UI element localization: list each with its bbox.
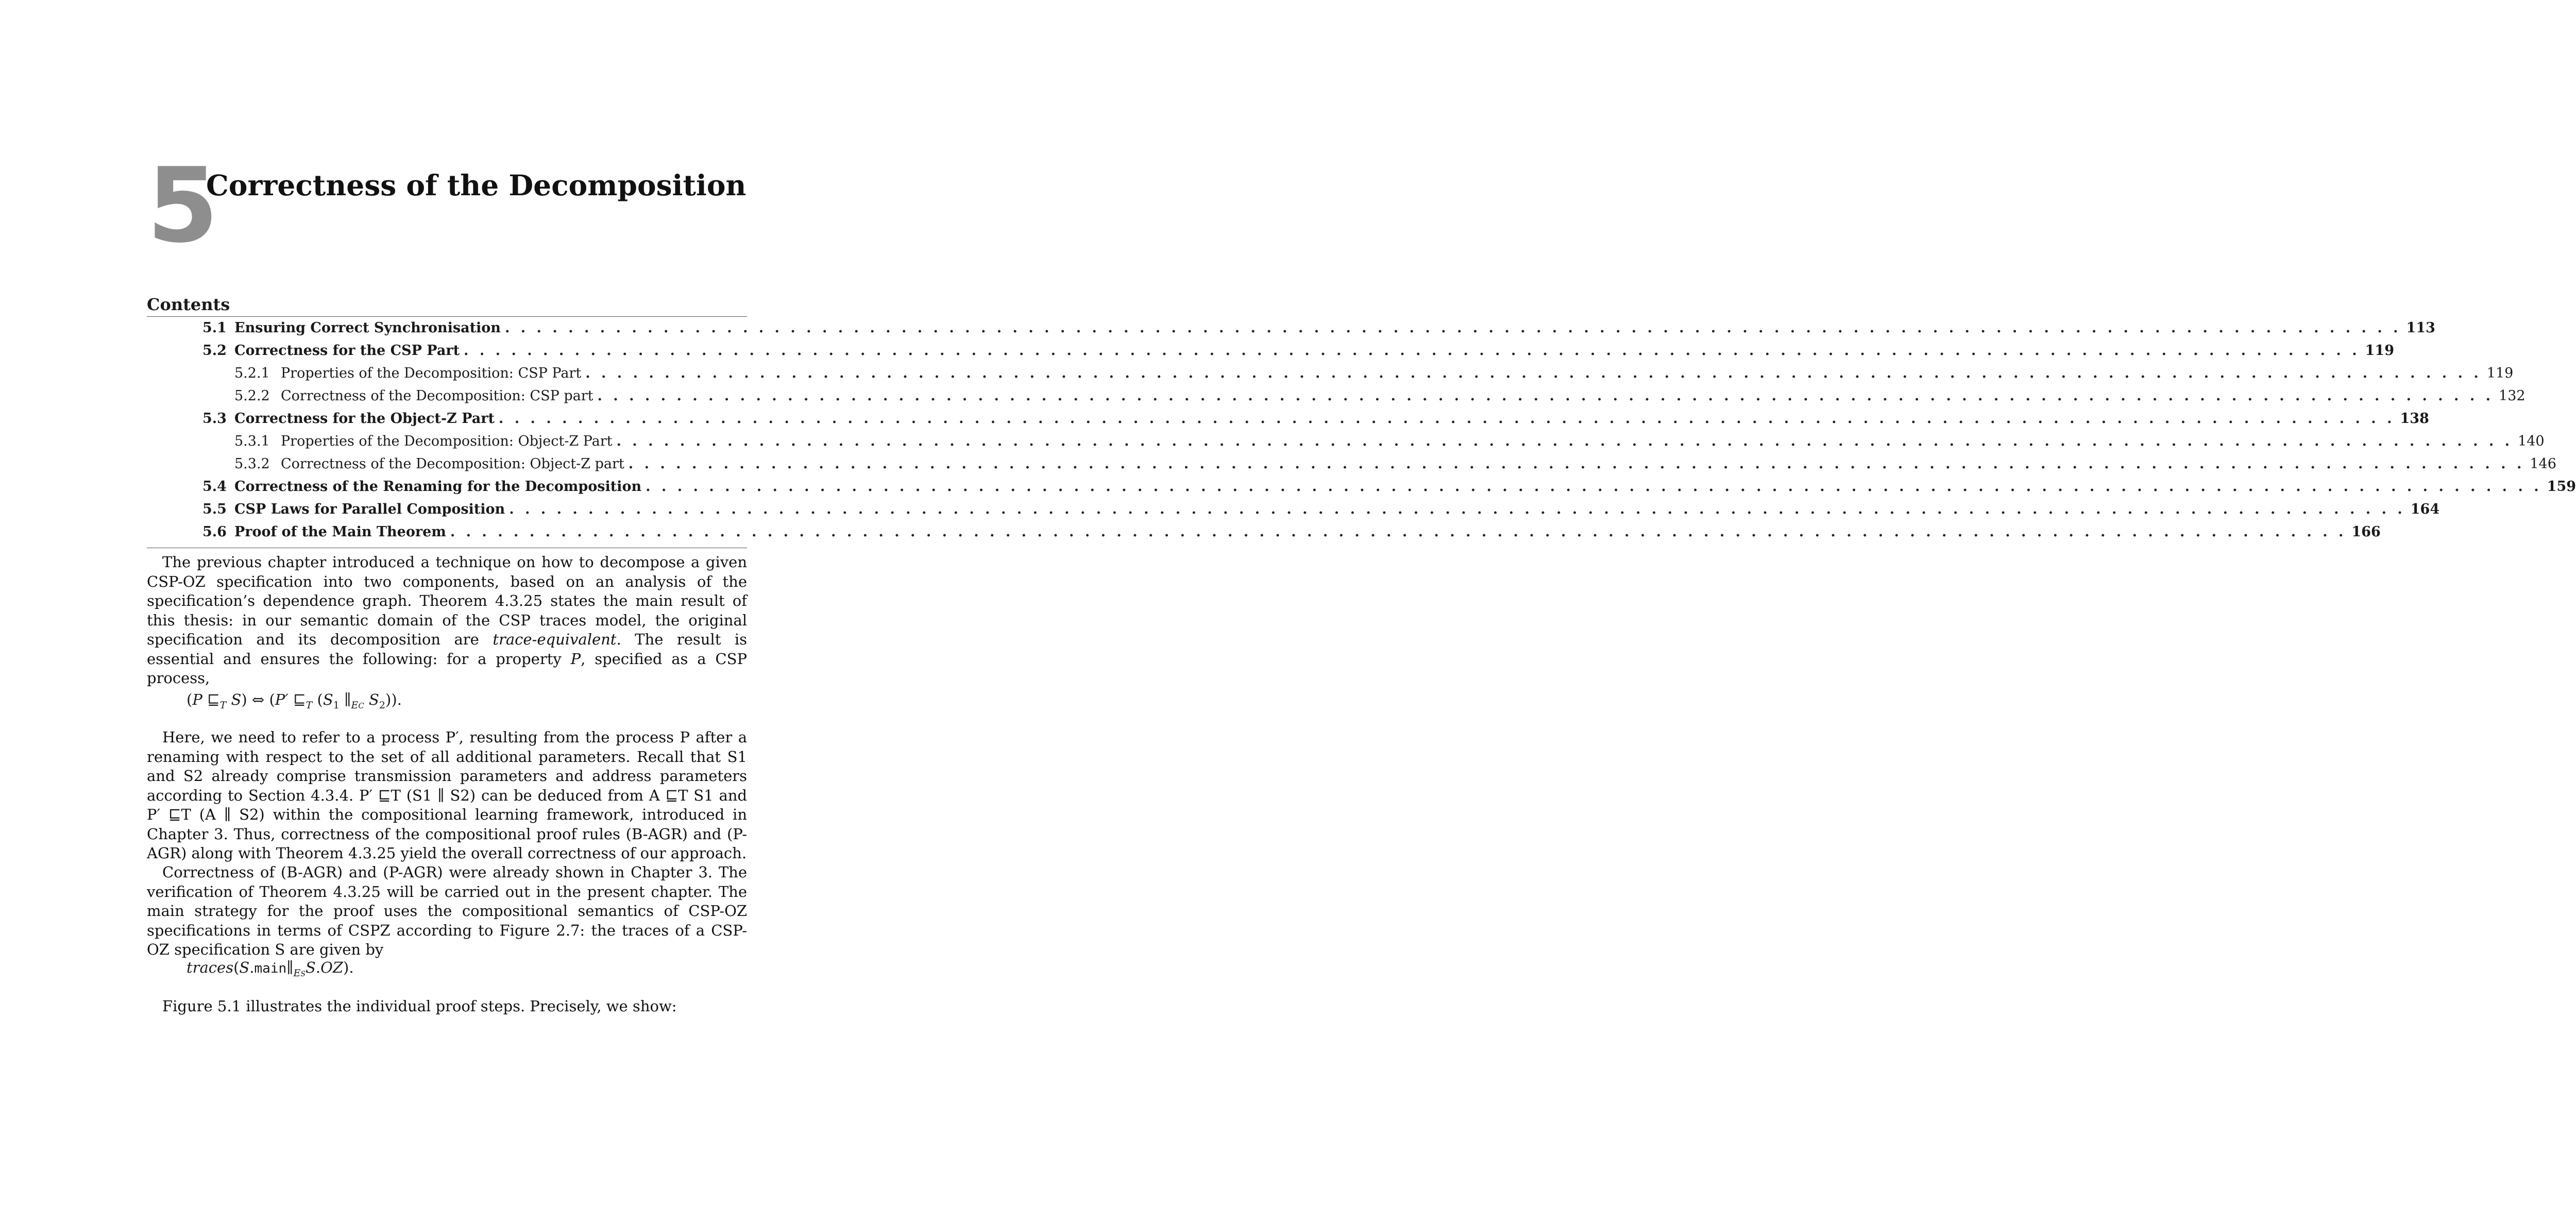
toc-entry-title: CSP Laws for Parallel Composition [234, 501, 505, 517]
paragraph-figure-reference [147, 997, 747, 1016]
paragraph-strategy [147, 863, 747, 960]
toc-entry-number: 5.2.2 [234, 388, 270, 404]
toc-entry-page: 113 [2406, 320, 2435, 336]
toc-entry-leader-dots: . . . . . . . . . . . . . . . . . . . . . . . . . . . . . . . . . . . . . . . . . . . . . . . . . . . . . . . . . . . . . . . . . . . . . . . . . . . . . . . . . . . . . . . . . . . . . . . . . . . . . . . . . . . . . . . . . . . . . . . . [597, 388, 2494, 404]
contents-heading: Contents [147, 295, 230, 314]
paragraph-renaming-text: Here, we need to refer to a process P′, resulting from the process P after a renaming with respect to the set of all additional parameters. Recall that S1 and S2 already comprise transmission parameters and address parameters according to Section 4.3.4. P′ ⊑T (S1 ∥ S2) can be deduced from A ⊑T S1 and P′ ⊑T (A ∥ S2) within the compositional learning framework, introduced in Chapter 3. Thus, correctness of the compositional proof rules (B-AGR) and (P-AGR) along with Theorem 4.3.25 yield the overall correctness of our approach. [147, 728, 747, 862]
toc-entry-page: 166 [2351, 524, 2381, 540]
toc-entry-title: Proof of the Main Theorem [234, 524, 446, 540]
toc-entry-leader-dots: . . . . . . . . . . . . . . . . . . . . . . . . . . . . . . . . . . . . . . . . . . . . . . . . . . . . . . . . . . . . . . . . . . . . . . . . . . . . . . . . . . . . . . . . . . . . . . . . . . . . . . . . . . . . . . . . . . . . . . . . [450, 524, 2347, 540]
toc-entry[interactable] [234, 433, 2545, 453]
toc-entry-number: 5.2 [202, 343, 227, 359]
chapter-title: Correctness of the Decomposition [206, 168, 747, 202]
paragraph-intro-emphasis: trace-equivalent [493, 631, 617, 648]
toc-entry[interactable] [202, 343, 2394, 362]
paragraph-intro-text-a: The previous chapter introduced a technique on how to decompose a given CSP-OZ specification into two components, based on an analysis of the specification’s dependence graph. Theorem 4.3.25 states the main result of this thesis: in our semantic domain of the CSP traces model, the original specification and its decomposition are [147, 553, 747, 648]
paragraph-intro-property-symbol: P [570, 650, 581, 668]
toc-entry-number: 5.2.1 [234, 365, 270, 381]
toc-entry-leader-dots: . . . . . . . . . . . . . . . . . . . . . . . . . . . . . . . . . . . . . . . . . . . . . . . . . . . . . . . . . . . . . . . . . . . . . . . . . . . . . . . . . . . . . . . . . . . . . . . . . . . . . . . . . . . . . . . . . . . . . . . . [504, 320, 2401, 336]
toc-entry-title: Properties of the Decomposition: Object-Z Part [281, 433, 613, 449]
toc-entry-title: Properties of the Decomposition: CSP Part [281, 365, 582, 381]
toc-entry-leader-dots: . . . . . . . . . . . . . . . . . . . . . . . . . . . . . . . . . . . . . . . . . . . . . . . . . . . . . . . . . . . . . . . . . . . . . . . . . . . . . . . . . . . . . . . . . . . . . . . . . . . . . . . . . . . . . . . . . . . . . . . . [509, 501, 2405, 517]
paragraph-intro [147, 553, 747, 688]
toc-entry-number: 5.4 [202, 479, 227, 495]
toc-entry-title: Correctness of the Decomposition: CSP part [281, 388, 594, 404]
toc-entry-title: Correctness of the Decomposition: Object-Z part [281, 456, 624, 472]
toc-entry-number: 5.5 [202, 501, 227, 517]
toc-entry-title: Correctness for the CSP Part [234, 343, 460, 359]
paragraph-intro-text-c: , specified as a CSP process, [147, 650, 747, 687]
contents-top-rule [147, 316, 747, 317]
toc-entry-number: 5.3 [202, 411, 227, 427]
chapter-number: 5 [147, 146, 219, 266]
toc-entry[interactable] [202, 524, 2381, 544]
traces-formula: $traces(S.main\parallel_{ES}S.OZ)$. [187, 959, 354, 979]
toc-entry-number: 5.3.2 [234, 456, 270, 472]
toc-entry[interactable] [202, 479, 2576, 498]
toc-entry-leader-dots: . . . . . . . . . . . . . . . . . . . . . . . . . . . . . . . . . . . . . . . . . . . . . . . . . . . . . . . . . . . . . . . . . . . . . . . . . . . . . . . . . . . . . . . . . . . . . . . . . . . . . . . . . . . . . . . . . . . . . . . . [616, 433, 2513, 449]
paragraph-intro-text-b: . The result is essential and ensures the following: for a property [147, 631, 747, 668]
toc-entry-page: 159 [2547, 479, 2576, 495]
paragraph-figure-reference-text: Figure 5.1 illustrates the individual proof steps. Precisely, we show: [162, 997, 677, 1015]
toc-entry-page: 119 [2486, 365, 2514, 381]
toc-entry-number: 5.1 [202, 320, 227, 336]
toc-entry[interactable] [202, 501, 2440, 521]
toc-entry[interactable] [234, 365, 2514, 385]
toc-entry-page: 164 [2410, 501, 2440, 517]
toc-entry-number: 5.3.1 [234, 433, 270, 449]
toc-entry[interactable] [234, 456, 2556, 476]
toc-entry-title: Correctness of the Renaming for the Decomposition [234, 479, 642, 495]
toc-entry-leader-dots: . . . . . . . . . . . . . . . . . . . . . . . . . . . . . . . . . . . . . . . . . . . . . . . . . . . . . . . . . . . . . . . . . . . . . . . . . . . . . . . . . . . . . . . . . . . . . . . . . . . . . . . . . . . . . . . . . . . . . . . . [628, 456, 2525, 472]
toc-entry-leader-dots: . . . . . . . . . . . . . . . . . . . . . . . . . . . . . . . . . . . . . . . . . . . . . . . . . . . . . . . . . . . . . . . . . . . . . . . . . . . . . . . . . . . . . . . . . . . . . . . . . . . . . . . . . . . . . . . . . . . . . . . . [498, 411, 2395, 427]
toc-entry-leader-dots: . . . . . . . . . . . . . . . . . . . . . . . . . . . . . . . . . . . . . . . . . . . . . . . . . . . . . . . . . . . . . . . . . . . . . . . . . . . . . . . . . . . . . . . . . . . . . . . . . . . . . . . . . . . . . . . . . . . . . . . . [646, 479, 2542, 495]
toc-entry[interactable] [202, 320, 2435, 340]
toc-entry-page: 146 [2530, 456, 2556, 472]
toc-entry-number: 5.6 [202, 524, 227, 540]
toc-entry-page: 132 [2499, 388, 2526, 404]
paragraph-strategy-text: Correctness of (B-AGR) and (P-AGR) were already shown in Chapter 3. The verification of Theorem 4.3.25 will be carried out in the present chapter. The main strategy for the proof uses the compositional semantics of CSP-OZ specifications in terms of CSPZ according to Figure 2.7: the traces of a CSP-OZ specification S are given by [147, 863, 747, 958]
toc-entry[interactable] [202, 411, 2429, 430]
toc-entry-title: Correctness for the Object-Z Part [234, 411, 495, 427]
refinement-formula: (P $⊑_T$ S) ⇔ (P′ $⊑_T$ ($S_1$ $\parallel_{EC}$ $S_2$)). [187, 691, 402, 711]
toc-entry-page: 140 [2518, 433, 2545, 449]
toc-entry-title: Ensuring Correct Synchronisation [234, 320, 501, 336]
toc-entry-page: 119 [2365, 343, 2394, 359]
toc-entry-page: 138 [2400, 411, 2429, 427]
paragraph-renaming [147, 728, 747, 863]
toc-entry[interactable] [234, 388, 2526, 408]
toc-entry-leader-dots: . . . . . . . . . . . . . . . . . . . . . . . . . . . . . . . . . . . . . . . . . . . . . . . . . . . . . . . . . . . . . . . . . . . . . . . . . . . . . . . . . . . . . . . . . . . . . . . . . . . . . . . . . . . . . . . . . . . . . . . . [585, 365, 2482, 381]
toc-entry-leader-dots: . . . . . . . . . . . . . . . . . . . . . . . . . . . . . . . . . . . . . . . . . . . . . . . . . . . . . . . . . . . . . . . . . . . . . . . . . . . . . . . . . . . . . . . . . . . . . . . . . . . . . . . . . . . . . . . . . . . . . . . . [464, 343, 2360, 359]
